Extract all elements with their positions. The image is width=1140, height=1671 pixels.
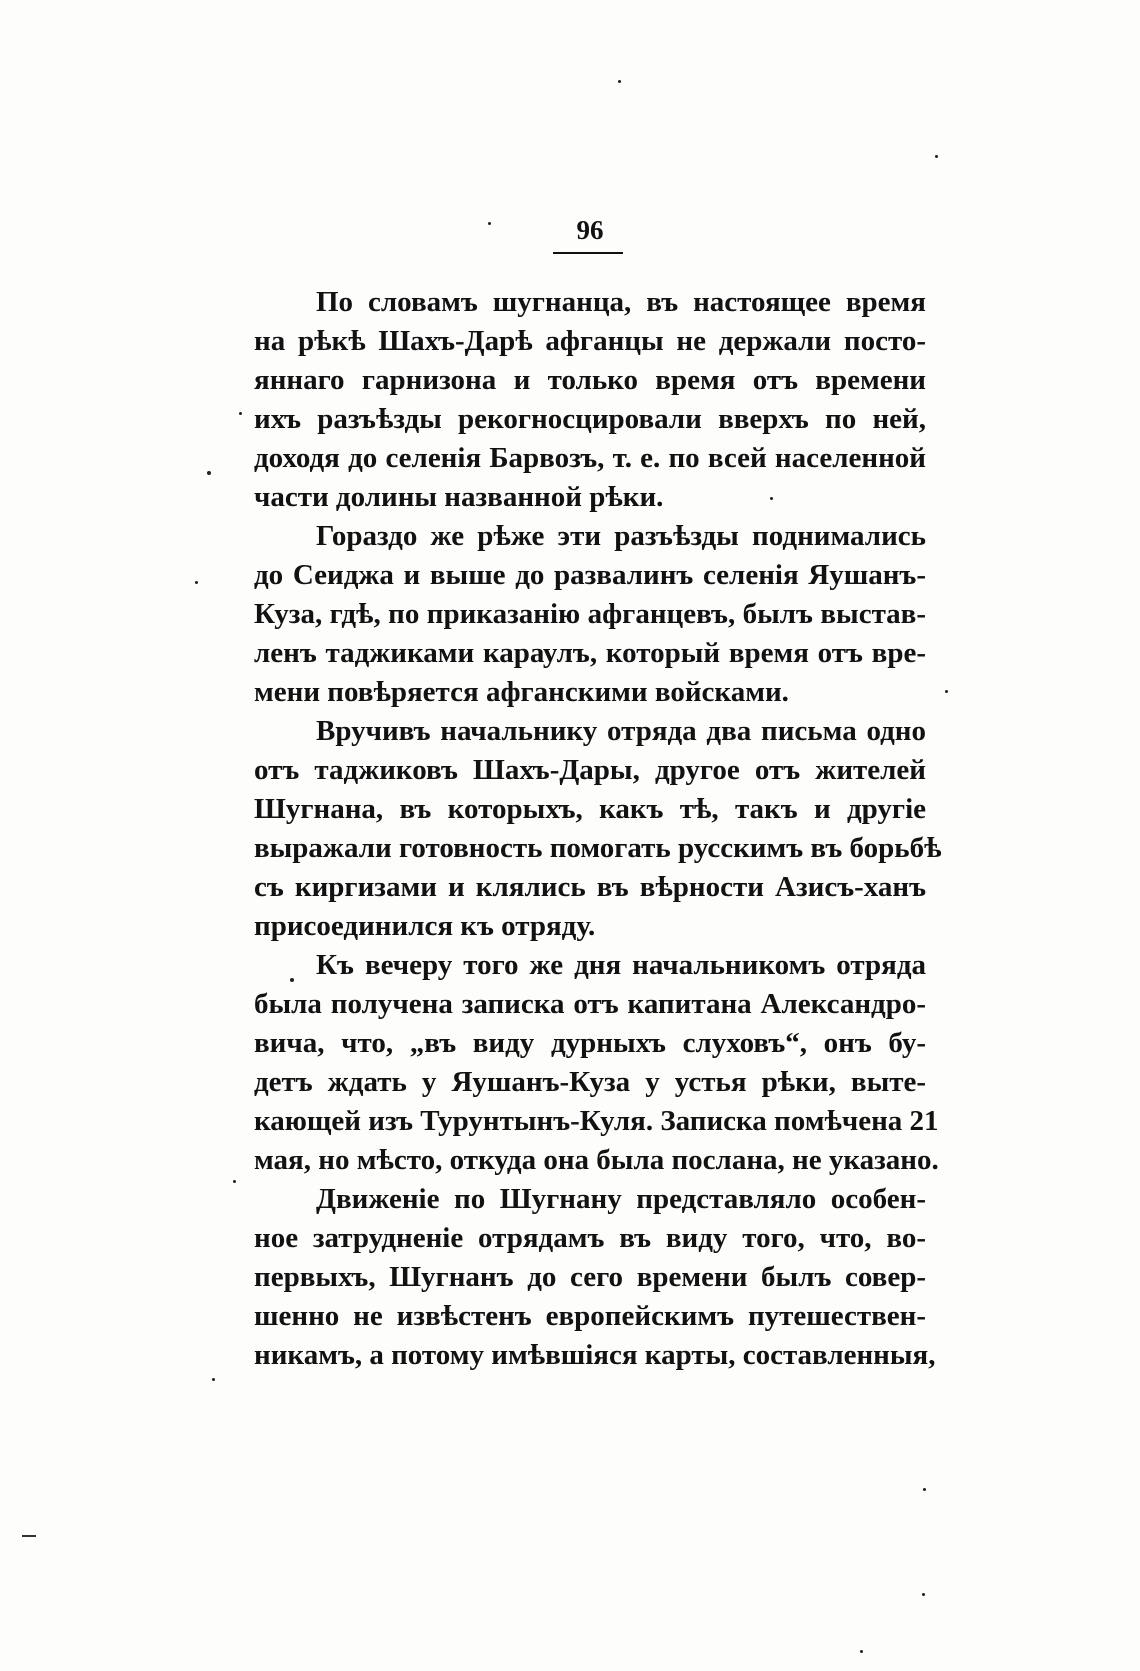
text-line: на рѣкѣ Шахъ-Дарѣ афганцы не держали посто-	[254, 325, 926, 357]
page-number: 96	[576, 215, 604, 245]
text-line: Къ вечеру того же дня начальникомъ отряда	[316, 949, 926, 981]
text-line: никамъ, а потому имѣвшіяся карты, составленныя,	[254, 1339, 936, 1371]
text-line: яннаго гарнизона и только время отъ времени	[254, 364, 926, 396]
paragraph	[254, 1180, 936, 1375]
text-line: шенно не извѣстенъ европейскимъ путешествен-	[254, 1300, 926, 1332]
scan-speck	[935, 155, 938, 158]
text-line: Гораздо же рѣже эти разъѣзды поднимались	[316, 520, 926, 552]
text-line: Вручивъ начальнику отряда два письма одно	[316, 715, 926, 747]
paragraph	[254, 283, 926, 517]
text-line: до Сеиджа и выше до развалинъ селенія Яушанъ-	[254, 559, 926, 591]
text-line: отъ таджиковъ Шахъ-Дары, другое отъ жителей	[254, 754, 926, 786]
scan-speck	[922, 1593, 925, 1596]
scan-speck	[860, 1650, 863, 1653]
text-line: По словамъ шугнанца, въ настоящее время	[316, 286, 926, 318]
scan-speck	[212, 1378, 215, 1381]
scan-speck	[945, 690, 948, 693]
text-line: присоединился къ отряду.	[254, 910, 596, 942]
text-line: вича, что, „въ виду дурныхъ слуховъ“, онъ бу-	[254, 1027, 926, 1059]
text-line: ное затрудненіе отрядамъ въ виду того, что, во-	[254, 1222, 926, 1254]
text-line: была получена записка отъ капитана Александро-	[254, 988, 926, 1020]
text-line: доходя до селенія Барвозъ, т. е. по всей населенной	[254, 442, 926, 474]
text-line: детъ ждать у Яушанъ-Куза у устья рѣки, выте-	[254, 1066, 926, 1098]
scan-speck	[923, 1488, 926, 1491]
text-line: мени повѣряется афганскими войсками.	[254, 676, 789, 708]
text-line: первыхъ, Шугнанъ до сего времени былъ совер-	[254, 1261, 926, 1293]
page-number-rule	[553, 252, 623, 254]
paragraph	[254, 712, 942, 946]
scan-speck	[290, 978, 294, 982]
text-line: Движеніе по Шугнану представляло особен-	[316, 1183, 926, 1215]
scan-speck	[770, 497, 773, 500]
scan-dash-mark	[22, 1535, 36, 1537]
body-text	[254, 283, 942, 1375]
scan-speck	[618, 80, 621, 83]
text-line: съ киргизами и клялись въ вѣрности Азисъ-ханъ	[254, 871, 926, 903]
scan-speck	[239, 412, 242, 415]
scan-speck	[488, 222, 491, 225]
text-line: ленъ таджиками караулъ, который время отъ вре-	[254, 637, 926, 669]
text-line: ихъ разъѣзды рекогносцировали вверхъ по ней,	[254, 403, 926, 435]
scan-speck	[233, 1180, 236, 1183]
text-line: Куза, гдѣ, по приказанію афганцевъ, былъ выстав-	[254, 598, 926, 630]
text-line: части долины названной рѣки.	[254, 481, 664, 513]
paragraph	[254, 946, 939, 1180]
scan-speck	[207, 471, 211, 475]
text-line: выражали готовность помогать русскимъ въ борьбѣ	[254, 832, 942, 864]
paragraph	[254, 517, 926, 712]
text-line: Шугнана, въ которыхъ, какъ тѣ, такъ и другіе	[254, 793, 926, 825]
text-line: кающей изъ Турунтынъ-Куля. Записка помѣчена 21	[254, 1105, 939, 1137]
text-line: мая, но мѣсто, откуда она была послана, не указано.	[254, 1144, 939, 1176]
scan-speck	[195, 581, 198, 584]
